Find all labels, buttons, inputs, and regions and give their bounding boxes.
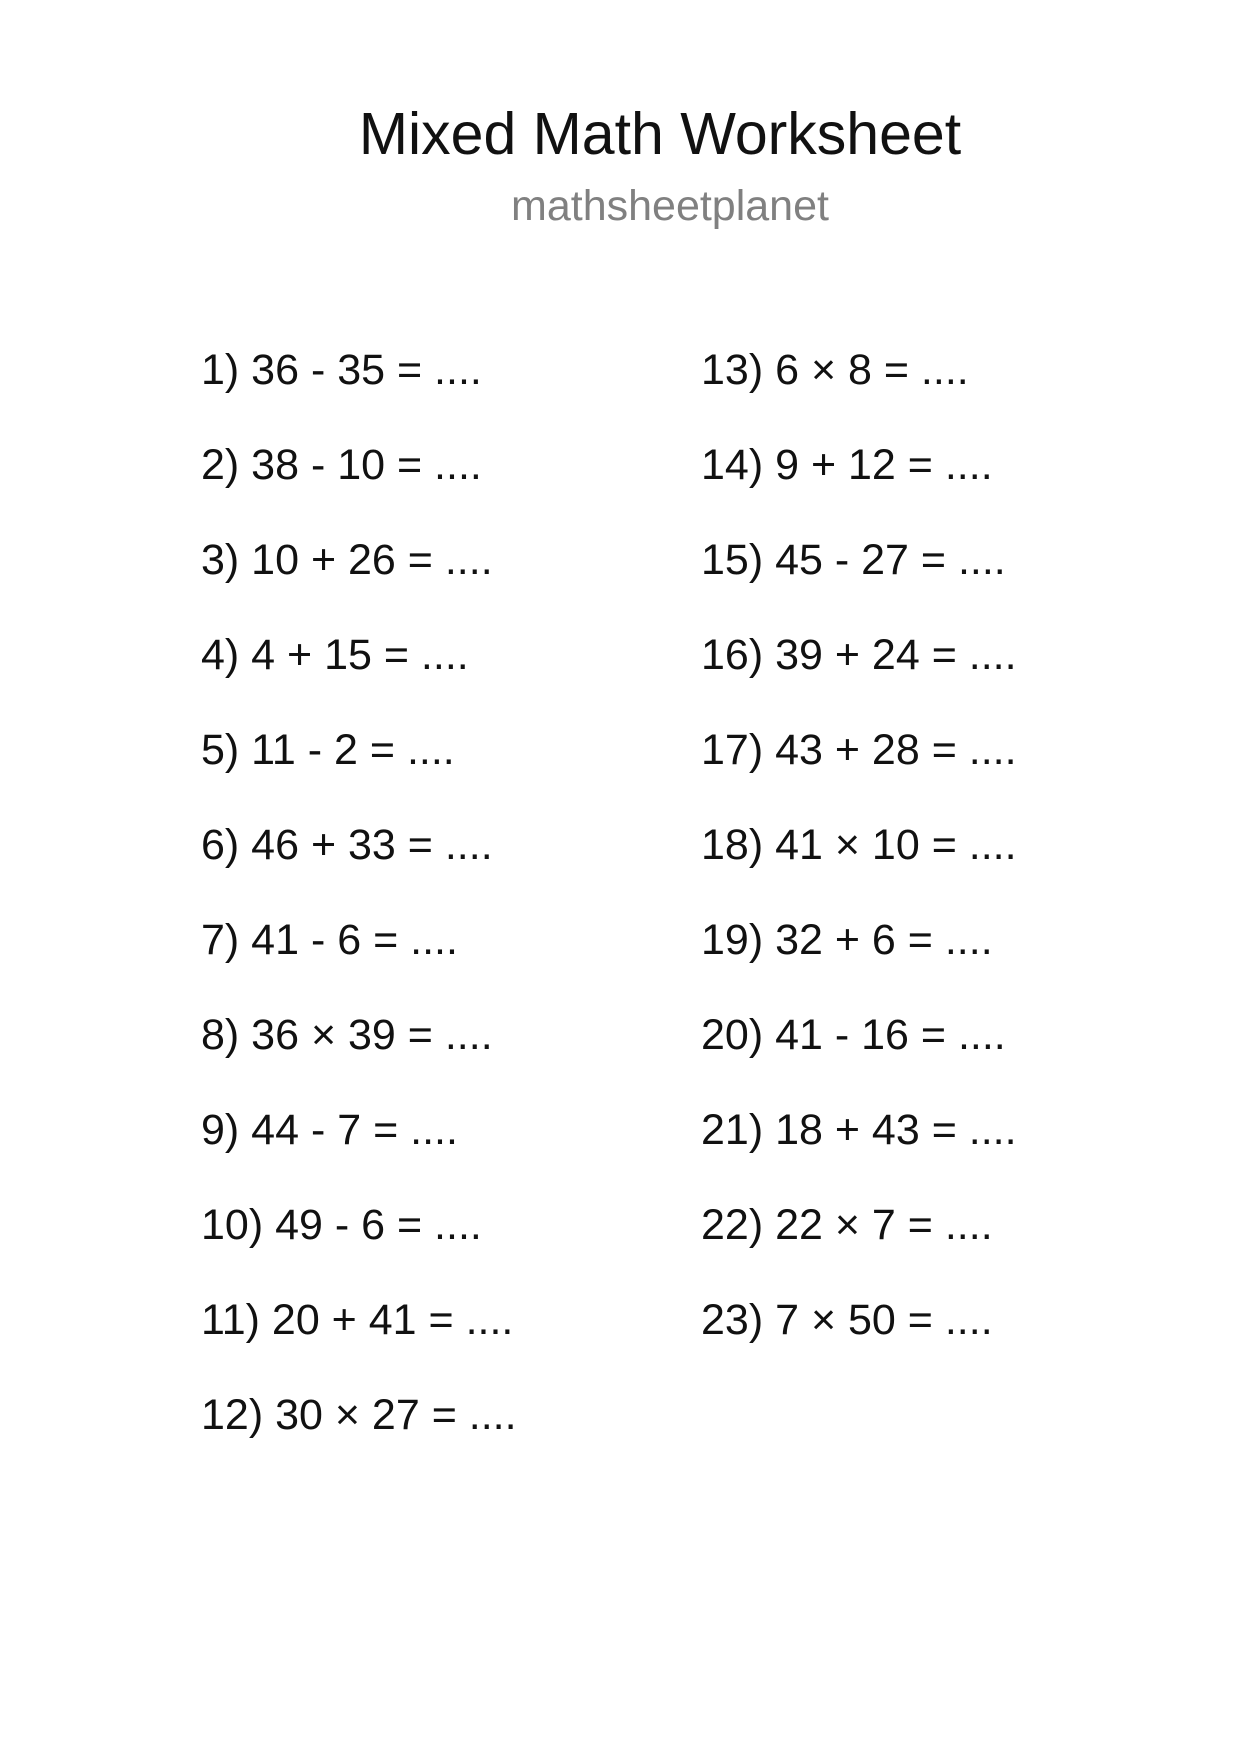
problem-item: 17) 43 + 28 = .... — [701, 726, 1017, 774]
problem-item: 5) 11 - 2 = .... — [201, 726, 455, 774]
problem-column-left — [201, 344, 517, 1484]
problem-item: 13) 6 × 8 = .... — [701, 346, 969, 394]
problem-item: 6) 46 + 33 = .... — [201, 821, 493, 869]
problem-item: 9) 44 - 7 = .... — [201, 1106, 458, 1154]
problem-item: 15) 45 - 27 = .... — [701, 536, 1006, 584]
problem-item: 8) 36 × 39 = .... — [201, 1011, 493, 1059]
problem-item: 1) 36 - 35 = .... — [201, 346, 482, 394]
worksheet-title: Mixed Math Worksheet — [358, 101, 962, 167]
problem-item: 14) 9 + 12 = .... — [701, 441, 993, 489]
problem-item: 10) 49 - 6 = .... — [201, 1201, 482, 1249]
problem-item: 22) 22 × 7 = .... — [701, 1201, 993, 1249]
problem-column-right — [701, 344, 1017, 1389]
problem-item: 18) 41 × 10 = .... — [701, 821, 1017, 869]
problem-item: 3) 10 + 26 = .... — [201, 536, 493, 584]
problem-item: 20) 41 - 16 = .... — [701, 1011, 1006, 1059]
problem-item: 11) 20 + 41 = .... — [201, 1296, 514, 1344]
problem-item: 2) 38 - 10 = .... — [201, 441, 482, 489]
problem-item: 21) 18 + 43 = .... — [701, 1106, 1017, 1154]
problem-item: 16) 39 + 24 = .... — [701, 631, 1017, 679]
worksheet-source: mathsheetplanet — [511, 182, 829, 230]
problem-item: 23) 7 × 50 = .... — [701, 1296, 993, 1344]
problem-item: 7) 41 - 6 = .... — [201, 916, 458, 964]
problem-item: 4) 4 + 15 = .... — [201, 631, 469, 679]
problem-item: 19) 32 + 6 = .... — [701, 916, 993, 964]
problem-item: 12) 30 × 27 = .... — [201, 1391, 517, 1439]
